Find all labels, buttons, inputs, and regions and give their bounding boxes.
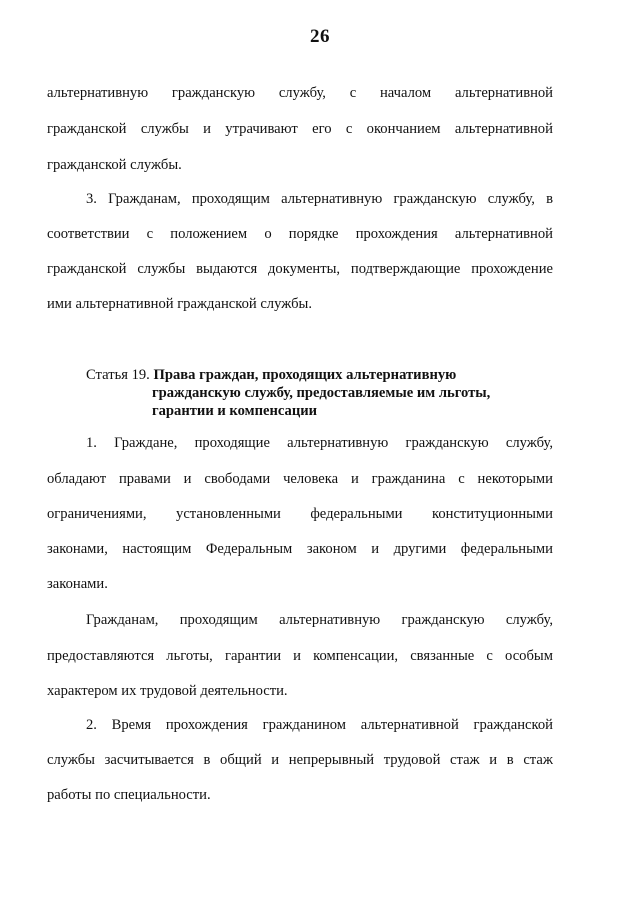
word: альтернативную — [281, 191, 383, 207]
word: и — [489, 752, 498, 768]
word: утрачивают — [225, 121, 298, 137]
word: гражданскую — [393, 191, 477, 207]
word: правами — [118, 471, 171, 487]
word: службу, — [505, 612, 553, 628]
word: документы, — [268, 261, 341, 277]
word: прохождения — [165, 717, 248, 733]
word: службу, — [487, 191, 535, 207]
word: выдаются — [196, 261, 258, 277]
word: льготы, — [166, 648, 213, 664]
word: трудовой — [383, 752, 441, 768]
word: свободами — [204, 471, 271, 487]
text-line: законами. — [47, 576, 108, 592]
word: альтернативной — [454, 85, 553, 101]
word: связанные — [410, 648, 475, 664]
text-line — [47, 225, 553, 243]
word: с — [486, 648, 493, 664]
word: службу, — [278, 85, 326, 101]
word: окончанием — [366, 121, 441, 137]
word: федеральными — [460, 541, 553, 557]
word: альтернативную — [47, 85, 149, 101]
word: службы — [140, 121, 189, 137]
word: законом — [306, 541, 357, 557]
text-line — [86, 716, 553, 734]
word: с — [345, 121, 353, 137]
word: гражданином — [262, 717, 347, 733]
word: и — [271, 752, 280, 768]
word: с — [146, 226, 154, 242]
text-line: гражданской службы. — [47, 157, 182, 173]
word: и — [293, 648, 301, 664]
word: 3. — [86, 191, 97, 207]
article-number: Статья 19. — [86, 367, 150, 383]
word: с — [349, 85, 357, 101]
word: Гражданам, — [108, 191, 181, 207]
word: гражданскую — [171, 85, 256, 101]
word: конституционными — [431, 506, 553, 522]
word: с — [458, 471, 465, 487]
word: порядке — [288, 226, 339, 242]
word: гражданской — [473, 717, 553, 733]
article-title-line-2: гражданскую службу, предоставляемые им льготы, — [152, 385, 491, 401]
text-line — [47, 647, 553, 665]
word: гражданина — [371, 471, 446, 487]
page-number: 26 — [310, 26, 330, 47]
word: гражданскую — [405, 435, 489, 451]
text-line: характером их трудовой деятельности. — [47, 683, 288, 699]
word: ограничениями, — [47, 506, 147, 522]
word: Граждане, — [114, 435, 178, 451]
text-line — [86, 190, 553, 208]
word: альтернативной — [360, 717, 459, 733]
word: непрерывный — [288, 752, 375, 768]
word: его — [312, 121, 332, 137]
word: Время — [111, 717, 152, 733]
word: в — [203, 752, 211, 768]
word: законами, — [47, 541, 108, 557]
word: настоящим — [122, 541, 192, 557]
word: проходящие — [194, 435, 270, 451]
word: гражданскую — [401, 612, 485, 628]
word: и — [371, 541, 380, 557]
word: федеральными — [310, 506, 403, 522]
word: гарантии — [224, 648, 281, 664]
article-heading — [86, 366, 456, 384]
word: в — [506, 752, 514, 768]
word: альтернативную — [279, 612, 381, 628]
word: положением — [170, 226, 248, 242]
word: подтверждающие — [350, 261, 461, 277]
text-line — [86, 611, 553, 629]
text-line — [86, 434, 553, 452]
word: службы — [47, 752, 95, 768]
word: Федеральным — [205, 541, 293, 557]
word: особым — [505, 648, 553, 664]
word: службы — [137, 261, 186, 277]
word: 2. — [86, 717, 97, 733]
word: стаж — [523, 752, 553, 768]
word: и — [203, 121, 211, 137]
article-title-line-1: Права граждан, проходящих альтернативную — [153, 367, 457, 383]
word: проходящим — [191, 191, 270, 207]
word: гражданской — [47, 121, 127, 137]
word: стаж — [450, 752, 480, 768]
word: соответствии — [47, 226, 130, 242]
text-line — [47, 505, 553, 523]
word: прохождение — [471, 261, 553, 277]
word: обладают — [47, 471, 107, 487]
word: общий — [220, 752, 262, 768]
word: и — [183, 471, 192, 487]
text-line — [47, 84, 553, 102]
text-line: ими альтернативной гражданской службы. — [47, 296, 312, 312]
text-line: работы по специальности. — [47, 787, 211, 803]
word: прохождения — [355, 226, 438, 242]
word: альтернативной — [454, 226, 553, 242]
word: 1. — [86, 435, 97, 451]
text-line — [47, 751, 553, 769]
word: предоставляются — [47, 648, 155, 664]
word: в — [546, 191, 553, 207]
word: альтернативной — [454, 121, 553, 137]
word: компенсации, — [313, 648, 399, 664]
word: альтернативную — [287, 435, 389, 451]
word: началом — [379, 85, 432, 101]
text-line — [47, 260, 553, 278]
word: гражданской — [47, 261, 127, 277]
word: человека — [283, 471, 339, 487]
word: другими — [393, 541, 447, 557]
text-line — [47, 540, 553, 558]
text-line — [47, 470, 553, 488]
word: проходящим — [179, 612, 258, 628]
word: и — [350, 471, 359, 487]
word: службу, — [505, 435, 553, 451]
text-line — [47, 120, 553, 138]
word: установленными — [176, 506, 281, 522]
word: засчитывается — [104, 752, 194, 768]
article-title-line-3: гарантии и компенсации — [152, 403, 318, 419]
word: некоторыми — [477, 471, 553, 487]
word: Гражданам, — [86, 612, 159, 628]
word: о — [264, 226, 272, 242]
